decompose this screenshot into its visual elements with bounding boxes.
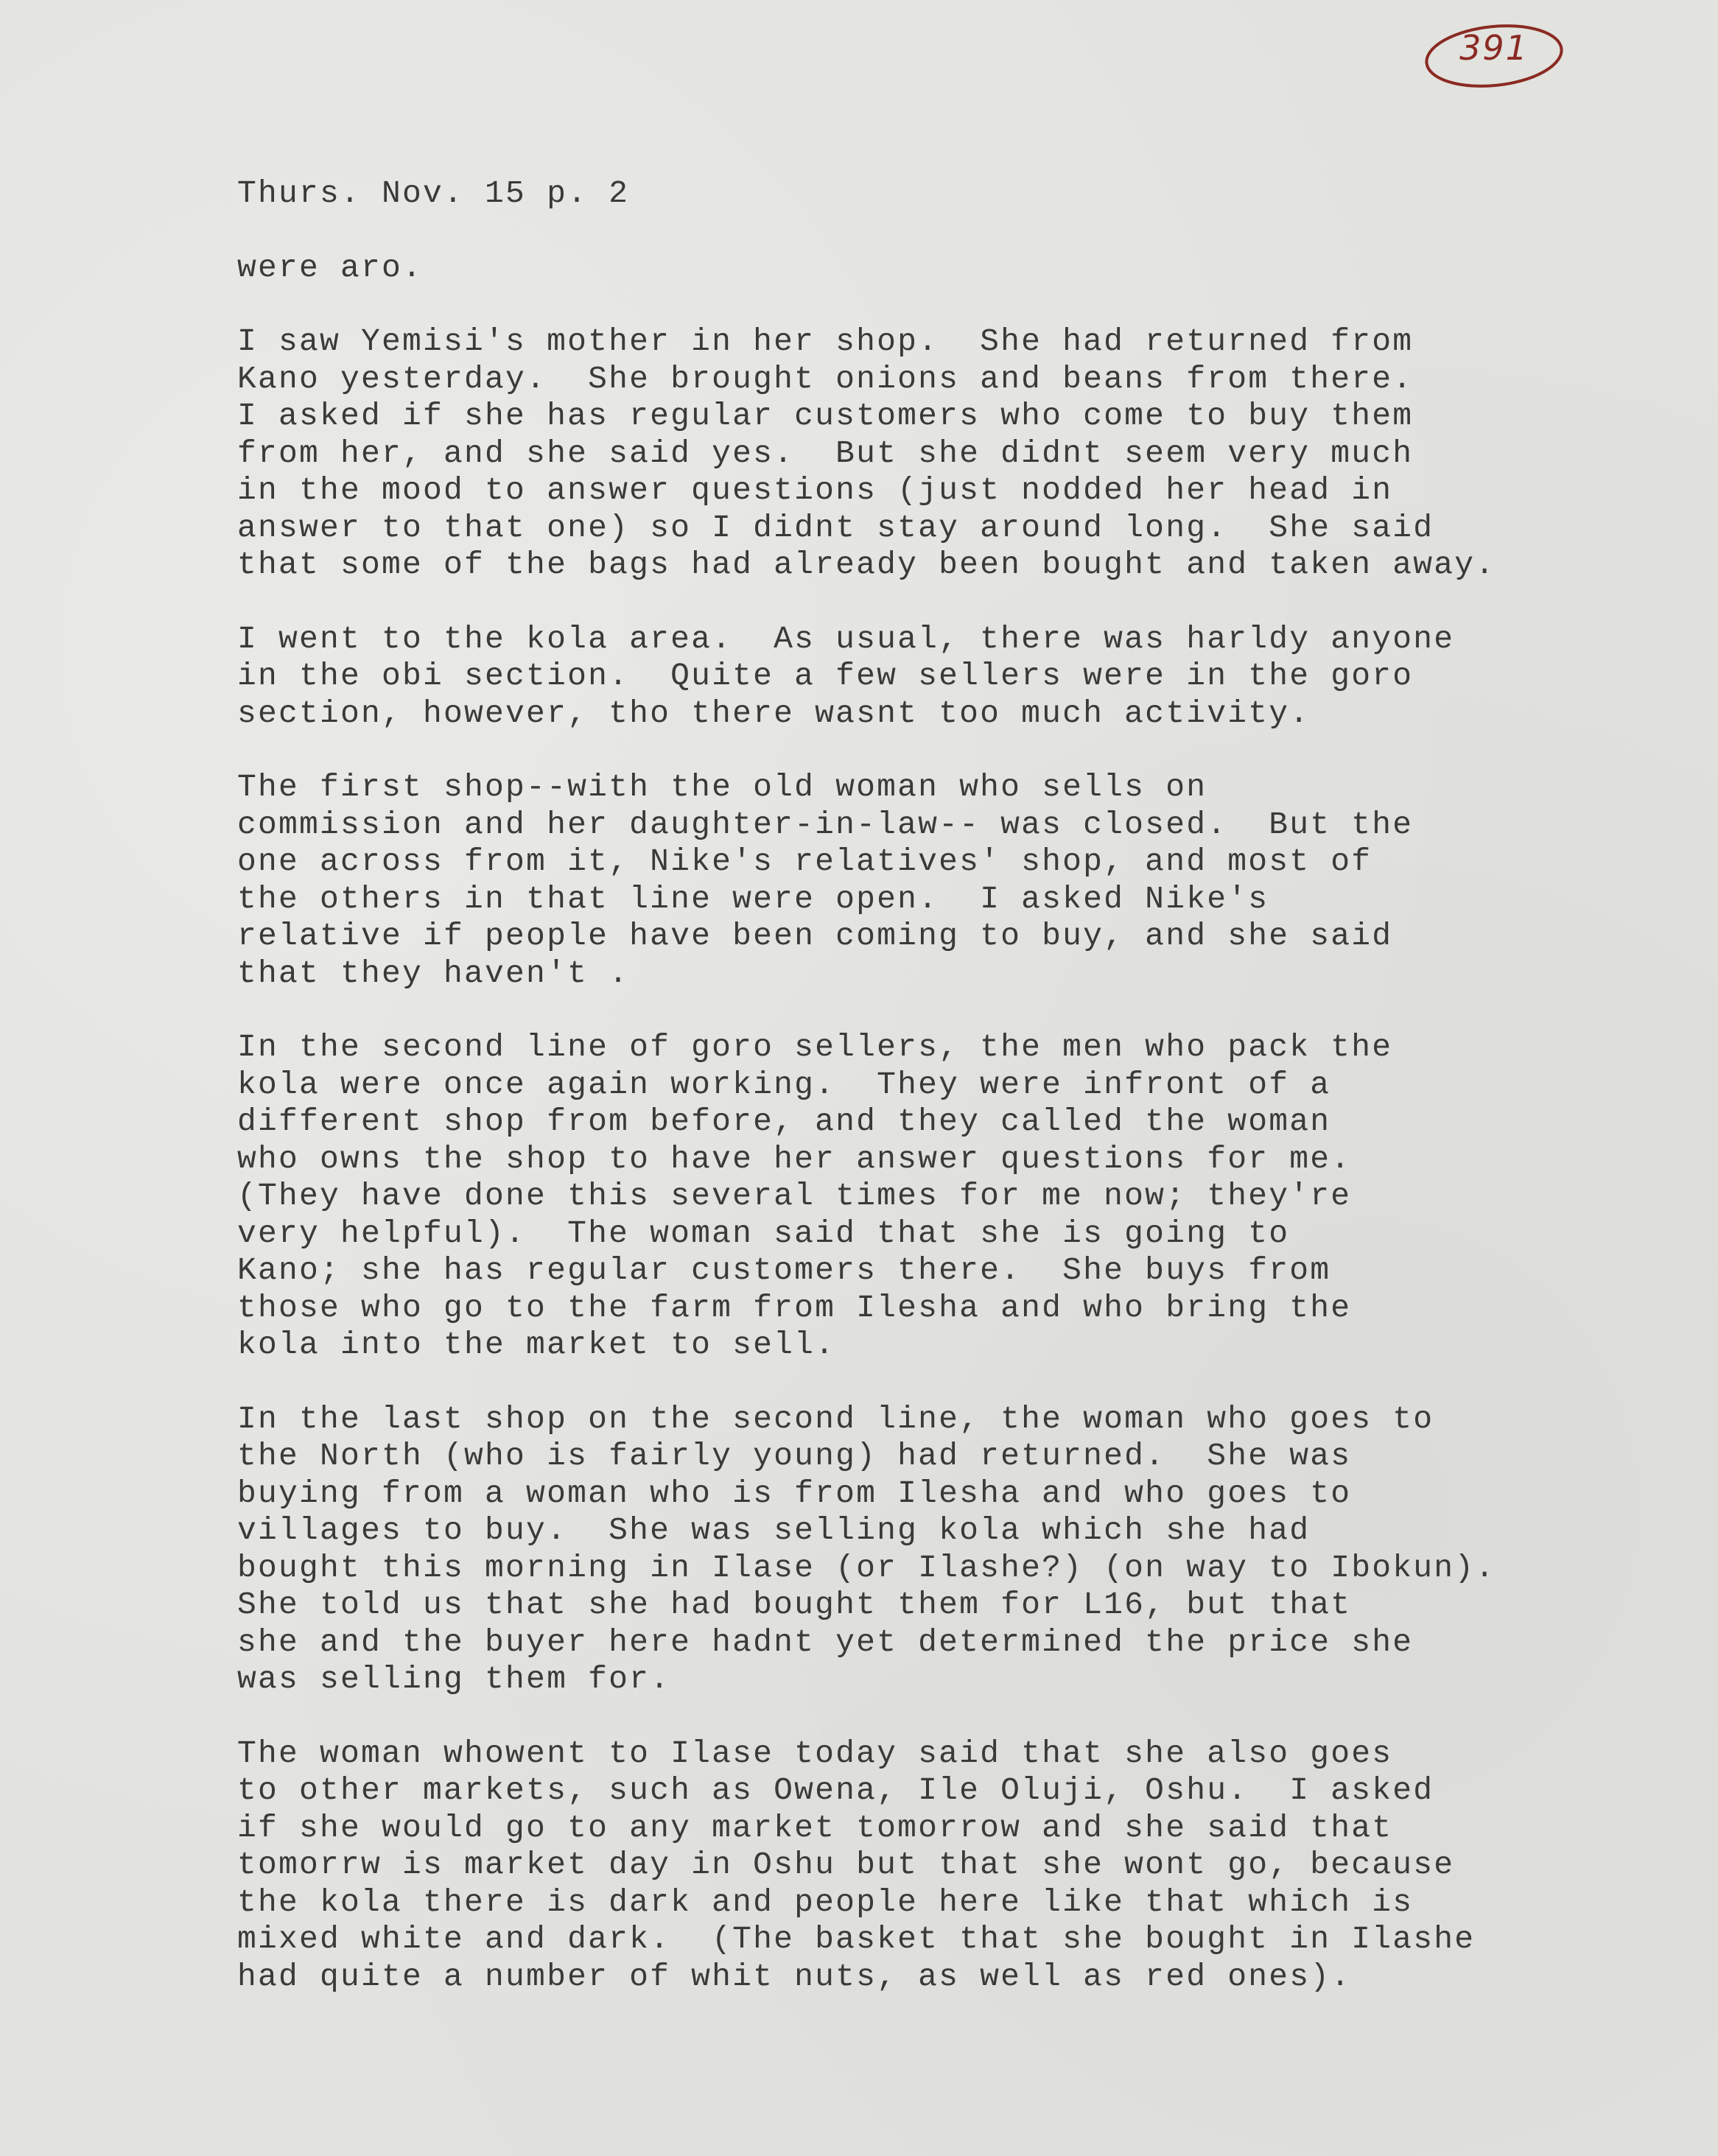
text-line: to other markets, such as Owena, Ile Oluji, Oshu. I asked: [237, 1772, 1434, 1808]
spacer: [237, 287, 1637, 323]
paragraph: [237, 323, 1637, 584]
text-line: very helpful). The woman said that she is going to: [237, 1215, 1290, 1251]
text-line: kola into the market to sell.: [237, 1327, 836, 1363]
spacer: [237, 584, 1637, 621]
text-line: answer to that one) so I didnt stay around long. She said: [237, 509, 1434, 546]
paragraph: [237, 1029, 1637, 1364]
text-line: villages to buy. She was selling kola which she had: [237, 1512, 1311, 1548]
spacer: [237, 732, 1637, 769]
text-line: if she would go to any market tomorrow and she said that: [237, 1809, 1393, 1846]
text-line: I asked if she has regular customers who come to buy them: [237, 398, 1414, 434]
text-line: had quite a number of whit nuts, as well as red ones).: [237, 1958, 1352, 1995]
text-line: bought this morning in Ilase (or Ilashe?) (on way to Ibokun).: [237, 1549, 1496, 1586]
spacer: [237, 1364, 1637, 1401]
paragraph: [237, 621, 1637, 733]
text-line: I went to the kola area. As usual, there was harldy anyone: [237, 620, 1455, 657]
text-line: section, however, tho there wasnt too much activity.: [237, 695, 1311, 731]
text-line: commission and her daughter-in-law-- was closed. But the: [237, 806, 1414, 843]
text-line: was selling them for.: [237, 1661, 671, 1697]
text-line: from her, and she said yes. But she didnt seem very much: [237, 435, 1414, 471]
text-line: I saw Yemisi's mother in her shop. She had returned from: [237, 323, 1414, 359]
text-line: different shop from before, and they called the woman: [237, 1103, 1331, 1140]
text-line: the kola there is dark and people here like that which is: [237, 1883, 1414, 1920]
text-line: buying from a woman who is from Ilesha and who goes to: [237, 1475, 1352, 1511]
typescript-body: [237, 175, 1637, 1995]
paragraph-list: [237, 250, 1637, 1996]
page-number-stamp: [1422, 21, 1566, 91]
text-line: (They have done this several times for me now; they're: [237, 1178, 1352, 1214]
text-line: relative if people have been coming to buy, and she said: [237, 918, 1393, 954]
text-line: In the last shop on the second line, the woman who goes to: [237, 1400, 1434, 1437]
text-line: Kano yesterday. She brought onions and beans from there.: [237, 360, 1414, 397]
page-heading: Thurs. Nov. 15 p. 2: [237, 175, 630, 211]
text-line: She told us that she had bought them for L16, but that: [237, 1587, 1352, 1623]
text-line: the North (who is fairly young) had returned. She was: [237, 1438, 1352, 1474]
text-line: In the second line of goro sellers, the men who pack the: [237, 1029, 1393, 1065]
text-line: Kano; she has regular customers there. She buys from: [237, 1252, 1331, 1288]
paragraph: [237, 1735, 1637, 1996]
text-line: were aro.: [237, 249, 424, 286]
text-line: tomorrw is market day in Oshu but that she wont go, because: [237, 1847, 1455, 1883]
text-line: in the mood to answer questions (just nodded her head in: [237, 472, 1393, 508]
spacer: [237, 1699, 1637, 1735]
spacer: [237, 213, 1637, 250]
text-line: who owns the shop to have her answer questions for me.: [237, 1140, 1352, 1177]
paragraph: [237, 250, 1637, 287]
text-line: The woman whowent to Ilase today said that she also goes: [237, 1735, 1393, 1771]
text-line: kola were once again working. They were infront of a: [237, 1066, 1331, 1103]
text-line: the others in that line were open. I asked Nike's: [237, 880, 1269, 917]
page-number: 391: [1459, 28, 1529, 68]
text-line: those who go to the farm from Ilesha and who bring the: [237, 1289, 1352, 1326]
paragraph: [237, 769, 1637, 992]
text-line: that some of the bags had already been bought and taken away.: [237, 547, 1496, 583]
text-line: one across from it, Nike's relatives' shop, and most of: [237, 843, 1372, 879]
paragraph: [237, 1401, 1637, 1699]
text-line: mixed white and dark. (The basket that she bought in Ilashe: [237, 1921, 1476, 1957]
text-line: that they haven't .: [237, 955, 630, 991]
text-line: in the obi section. Quite a few sellers were in the goro: [237, 658, 1414, 694]
text-line: she and the buyer here hadnt yet determined the price she: [237, 1623, 1414, 1660]
spacer: [237, 992, 1637, 1029]
text-line: The first shop--with the old woman who sells on: [237, 769, 1207, 805]
